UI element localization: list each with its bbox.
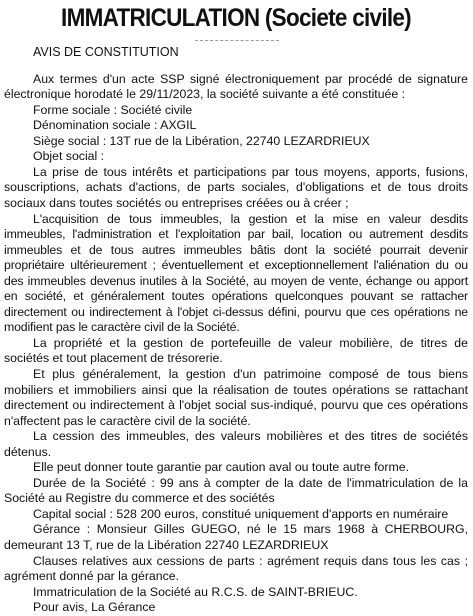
notice-paragraph-denomination: Dénomination sociale : AXGIL <box>33 118 197 133</box>
notice-paragraph-signature: Pour avis, La Gérance <box>33 600 156 615</box>
notice-heading: AVIS DE CONSTITUTION <box>33 45 179 59</box>
notice-paragraph-objet-social-label: Objet social : <box>33 149 105 164</box>
notice-paragraph-objet-participations: La prise de tous intérêts et participations par tous moyens, apports, fusions, souscriptions, achats d'actions, de parts sociales, d'obligations et de tous droits sociaux dans toutes sociétés ou entreprises créées ou à créer ; <box>4 164 468 210</box>
notice-paragraph-intro: Aux termes d'un acte SSP signé électroniquement par procédé de signature électronique horodaté le 29/11/2023, la société suivante a été constituée : <box>4 71 468 102</box>
notice-paragraph-forme-sociale: Forme sociale : Société civile <box>33 102 193 117</box>
notice-paragraph-objet-portefeuille: La propriété et la gestion de portefeuille de valeur mobilière, de titres de sociétés et tout placement de trésorerie. <box>4 335 468 366</box>
notice-title: IMMATRICULATION (Societe civile) <box>61 4 411 32</box>
notice-paragraph-immatriculation: Immatriculation de la Société au R.C.S. de SAINT-BRIEUC. <box>33 584 358 599</box>
title-divider <box>195 40 279 41</box>
notice-paragraph-objet-cession: La cession des immeubles, des valeurs mobilières et des titres de sociétés détenus. <box>4 429 468 459</box>
notice-paragraph-duree: Durée de la Société : 99 ans à compter de la date de l'immatriculation de la Société au Registre du commerce et des sociétés <box>4 475 468 506</box>
notice-body <box>4 72 468 616</box>
legal-notice <box>0 3 473 615</box>
notice-paragraph-gerance: Gérance : Monsieur Gilles GUEGO, né le 15 mars 1968 à CHERBOURG, demeurant 13 T, rue de la Libération 22740 LEZARDRIEUX <box>4 522 468 552</box>
notice-paragraph-clauses-cession: Clauses relatives aux cessions de parts : agrément requis dans tous les cas ; agrément donné par la gérance. <box>4 553 468 584</box>
notice-paragraph-siege-social: Siège social : 13T rue de la Libération, 22740 LEZARDRIEUX <box>33 133 370 148</box>
notice-paragraph-capital: Capital social : 528 200 euros, constitué uniquement d'apports en numéraire <box>33 506 449 521</box>
notice-paragraph-objet-garantie: Elle peut donner toute garantie par caution aval ou toute autre forme. <box>33 460 409 475</box>
notice-paragraph-objet-patrimoine: Et plus généralement, la gestion d'un patrimoine composé de tous biens mobiliers et immobiliers ainsi que la réalisation de toutes opérations se rattachant directement ou indirectement à l'objet social sus-indiqué, pourvu que ces opérations n'affectent pas le caractère civil de la société. <box>4 366 468 428</box>
notice-paragraph-objet-immeubles: L'acquisition de tous immeubles, la gestion et la mise en valeur desdits immeubles, l'administration et l'exploitation par bail, location ou autrement desdits immeubles et de tous autres immeubles bâtis dont la société pourrait devenir propriétaire ultérieurement ; éventuellement et exceptionnellement l'aliénation du ou des immeubles devenus inutiles à la Société, au moyen de vente, échange ou apport en société, et généralement toutes opérations quelconques pouvant se rattacher directement ou indirectement à l'objet ci-dessus défini, pourvu que ces opérations ne modifient pas le caractère civil de la Société. <box>4 211 468 335</box>
